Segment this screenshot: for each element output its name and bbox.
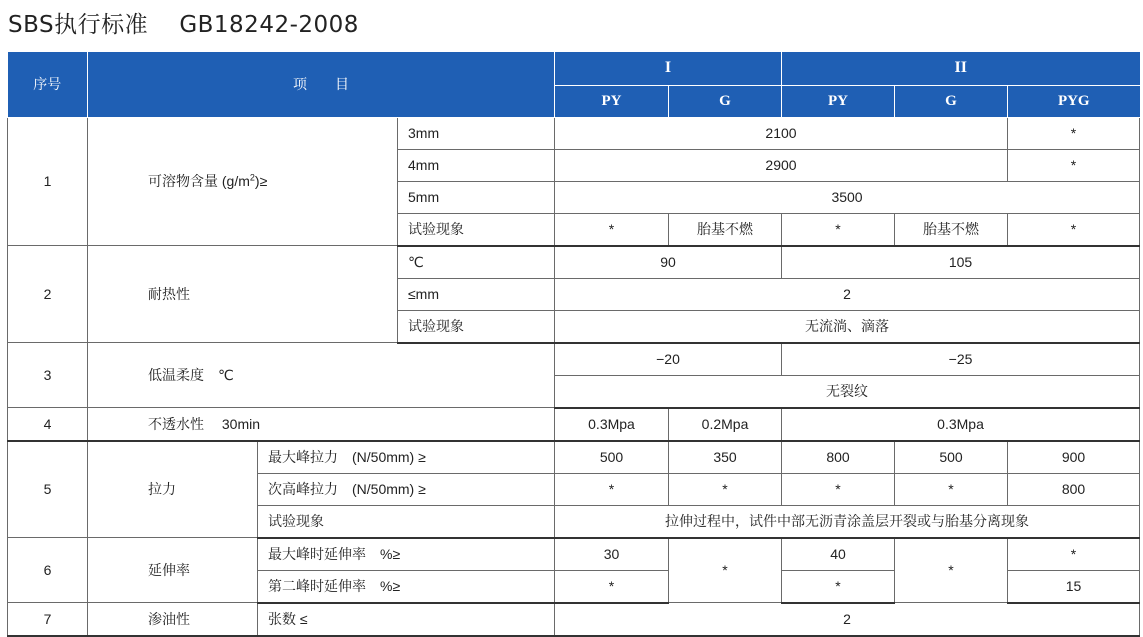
table-row xyxy=(8,343,1140,376)
header-code: G xyxy=(895,85,1008,117)
row-item-name: 低温柔度 ℃ xyxy=(88,343,555,408)
sub-item-label: 最大峰时延伸率 %≥ xyxy=(258,538,555,571)
value-cell: * xyxy=(669,473,782,505)
value-cell: 无裂纹 xyxy=(555,375,1140,408)
value-cell: 105 xyxy=(782,246,1140,279)
value-cell: * xyxy=(782,213,895,246)
row-item-name: 渗油性 xyxy=(88,603,258,636)
row-item-name: 拉力 xyxy=(88,441,258,538)
table-row xyxy=(8,117,1140,149)
row-number: 4 xyxy=(8,408,88,441)
table-row xyxy=(8,408,1140,441)
value-cell: 0.3Mpa xyxy=(782,408,1140,441)
row-number: 1 xyxy=(8,117,88,246)
value-cell: 15 xyxy=(1008,570,1140,603)
row-number: 3 xyxy=(8,343,88,408)
sub-item-label: 最大峰拉力 (N/50mm) ≥ xyxy=(258,441,555,474)
sub-item-label: 试验现象 xyxy=(398,213,555,246)
header-code: PY xyxy=(782,85,895,117)
row-number: 2 xyxy=(8,246,88,343)
value-cell: * xyxy=(782,570,895,603)
value-cell: * xyxy=(669,538,782,603)
value-cell: 500 xyxy=(555,441,669,474)
value-cell: 30 xyxy=(555,538,669,571)
table-row xyxy=(8,441,1140,474)
header-code: G xyxy=(669,85,782,117)
row-number: 7 xyxy=(8,603,88,636)
value-cell: * xyxy=(1008,149,1140,181)
value-cell: 2 xyxy=(555,278,1140,310)
value-cell: 无流淌、滴落 xyxy=(555,310,1140,343)
header-group-1: I xyxy=(555,52,782,85)
value-cell: * xyxy=(895,473,1008,505)
value-cell: * xyxy=(782,473,895,505)
sub-item-label: 3mm xyxy=(398,117,555,149)
value-cell: * xyxy=(1008,538,1140,571)
value-cell: 胎基不燃 xyxy=(669,213,782,246)
table-row xyxy=(8,603,1140,636)
sub-item-label: ≤mm xyxy=(398,278,555,310)
value-cell: 2100 xyxy=(555,117,1008,149)
value-cell: * xyxy=(555,570,669,603)
value-cell: 2900 xyxy=(555,149,1008,181)
sub-item-label: 试验现象 xyxy=(398,310,555,343)
sub-item-label: 第二峰时延伸率 %≥ xyxy=(258,570,555,603)
table-row xyxy=(8,246,1140,279)
value-cell: 0.2Mpa xyxy=(669,408,782,441)
header-group-2: II xyxy=(782,52,1140,85)
row-item-name: 可溶物含量 $(g/m^2)\ge$ xyxy=(88,117,398,246)
row-item-name: 耐热性 xyxy=(88,246,398,343)
value-cell: −20 xyxy=(555,343,782,376)
value-cell: 900 xyxy=(1008,441,1140,474)
value-cell: −25 xyxy=(782,343,1140,376)
header-code: PY xyxy=(555,85,669,117)
value-cell: * xyxy=(895,538,1008,603)
header-code: PYG xyxy=(1008,85,1140,117)
sub-item-label: 张数 ≤ xyxy=(258,603,555,636)
value-cell: * xyxy=(1008,117,1140,149)
sub-item-label: 5mm xyxy=(398,181,555,213)
sub-item-label: ℃ xyxy=(398,246,555,279)
sub-item-label: 次高峰拉力 (N/50mm) ≥ xyxy=(258,473,555,505)
sbs-standard-table xyxy=(7,52,1140,637)
page-title: SBS执行标准 GB18242-2008 xyxy=(8,12,359,38)
value-cell: 3500 xyxy=(555,181,1140,213)
header-item: 项 目 xyxy=(88,52,555,117)
value-cell: 0.3Mpa xyxy=(555,408,669,441)
table-row xyxy=(8,538,1140,571)
value-cell: 拉伸过程中，试件中部无沥青涂盖层开裂或与胎基分离现象 xyxy=(555,505,1140,538)
value-cell: * xyxy=(1008,213,1140,246)
header-no: 序号 xyxy=(8,52,88,117)
value-cell: 40 xyxy=(782,538,895,571)
value-cell: 胎基不燃 xyxy=(895,213,1008,246)
value-cell: 800 xyxy=(1008,473,1140,505)
row-item-name: 不透水性 30min xyxy=(88,408,555,441)
row-number: 6 xyxy=(8,538,88,603)
value-cell: * xyxy=(555,213,669,246)
value-cell: 2 xyxy=(555,603,1140,636)
sub-item-label: 4mm xyxy=(398,149,555,181)
value-cell: 800 xyxy=(782,441,895,474)
value-cell: 500 xyxy=(895,441,1008,474)
value-cell: * xyxy=(555,473,669,505)
value-cell: 350 xyxy=(669,441,782,474)
row-number: 5 xyxy=(8,441,88,538)
row-item-name: 延伸率 xyxy=(88,538,258,603)
sub-item-label: 试验现象 xyxy=(258,505,555,538)
value-cell: 90 xyxy=(555,246,782,279)
